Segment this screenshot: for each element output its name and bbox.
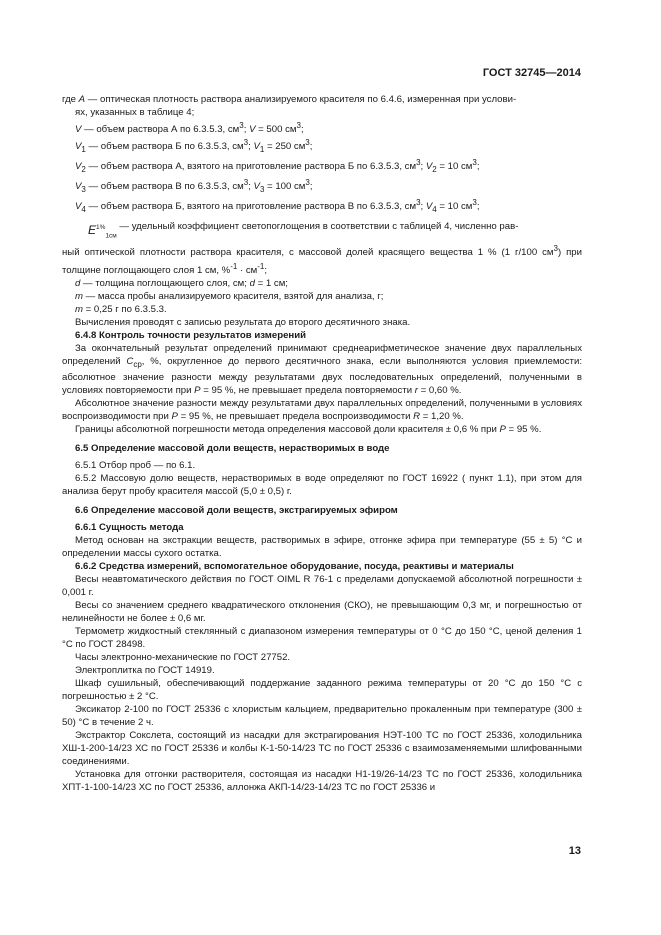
paragraph: V — объем раствора А по 6.3.5.3, $см^3$; V = 500 $см^3$; [75,121,304,136]
paragraph: ях, указанных в таблице 4; [75,107,195,118]
paragraph: Шкаф сушильный, обеспечивающий поддержание заданного режима температуры от 20 °С до 150 °С с погрешностью ± 2 °С. [62,677,582,702]
paragraph: Эксикатор 2-100 по ГОСТ 25336 с хлористым кальцием, предварительно прокаленным при температуре (300 ± 50) °С в течение 2 ч. [62,703,582,728]
paragraph: Часы электронно-механические по ГОСТ 27752. [75,651,291,663]
paragraph: где А — оптическая плотность раствора анализируемого красителя по 6.4.6, измеренная при услови- [62,94,517,105]
paragraph: 6.6 Определение массовой доли веществ, экстрагируемых эфиром [75,504,398,516]
paragraph: 6.5 Определение массовой доли веществ, нерастворимых в воде [75,442,390,454]
paragraph: 6.6.2 Средства измерений, вспомогательное оборудование, посуда, реактивы и материалы [75,560,514,572]
paragraph: Термометр жидкостный стеклянный с диапазоном измерения температуры от 0 °С до 150 °С, ценой деления 1 °С по ГОСТ 28498. [62,625,582,650]
document-header: ГОСТ 32745—2014 [482,67,581,79]
document-body [62,93,582,794]
paragraph: 6.6.1 Сущность метода [75,521,184,533]
paragraph: Установка для отгонки растворителя, состоящая из насадки Н1-19/26-14/23 ТС по ГОСТ 25336, холодильника ХПТ-1-100-14/23 ХС по ГОСТ 25336, аллонжа АКП-14/23-14/23 ТС по ГОСТ 25336 и [62,768,582,793]
paragraph: Электроплитка по ГОСТ 14919. [75,664,215,676]
paragraph: Вычисления проводят с записью результата до второго десятичного знака. [75,316,411,328]
paragraph: Границы абсолютной погрешности метода определения массовой доли красителя ± 0,6 % при Р = 95 %. [75,423,542,435]
page-number: 13 [568,845,581,857]
paragraph: 6.5.2 Массовую долю веществ, нерастворимых в воде определяют по ГОСТ 16922 ( пункт 1.1), при этом для анализа берут пробу красителя массой (5,0 ± 0,5) г. [62,472,582,497]
paragraph: За окончательный результат определений принимают среднеарифметическое значение двух параллельных определений $С_{ср}$, %, округленное до первого десятичного знака, если выполняются условия приемлемости: абсолютное значение разности между результатами двух последовательных определений, полученными в условиях повторяемости при Р = 95 %, не превышает предела повторяемости r = 0,60 %. [62,342,582,396]
paragraph: ный оптической плотности раствора красителя, с массовой долей красящего вещества 1 % (1 г/100 $см^3$) при толщине поглощающего слоя 1 см, $\%^{-1} \cdot см^{-1}$; [62,244,583,276]
paragraph: m = 0,25 г по 6.3.5.3. [75,303,167,315]
paragraph: $E^{1\%}_{1см}$ — удельный коэффициент светопоглощения в соответствии с таблицей 4, численно рав- [88,220,519,239]
paragraph: 6.5.1 Отбор проб — по 6.1. [75,459,196,471]
paragraph: $V_3$ — объем раствора В по 6.3.5.3, $см^3$; $V_3 = 100$ $см^3$; [75,178,313,195]
paragraph: Экстрактор Сокслета, состоящий из насадки для экстрагирования НЭТ-100 ТС по ГОСТ 25336, холодильника ХШ-1-200-14/23 ХС по ГОСТ 25336 и колбы К-1-50-14/23 ТС по ГОСТ 25336 с взаимозаменяемыми шлифованными соединениями. [62,729,582,767]
paragraph: $V_2$ — объем раствора А, взятого на приготовление раствора Б по 6.3.5.3, $см^3$; $V_2 = 10$ $см^3$; [75,158,480,175]
paragraph: m — масса пробы анализируемого красителя, взятой для анализа, г; [75,290,384,302]
paragraph: Метод основан на экстракции веществ, растворимых в эфире, отгонке эфира при температуре (55 ± 5) °С и определении массы сухого остатка. [62,534,582,559]
paragraph: Абсолютное значение разности между результатами двух параллельных определений, полученными в условиях воспроизводимости при Р = 95 %, не превышает предела воспроизводимости R = 1,20 %. [62,397,582,422]
paragraph: Весы неавтоматического действия по ГОСТ OIML R 76-1 с пределами допускаемой абсолютной погрешности ± 0,001 г. [62,573,582,598]
paragraph: $V_4$ — объем раствора Б, взятого на приготовление раствора В по 6.3.5.3, $см^3$; $V_4 = 10$ $см^3$; [75,198,480,215]
paragraph: Весы со значением среднего квадратического отклонения (СКО), не превышающим 0,3 мг, и погрешностью от нелинейности не более ± 0,6 мг. [62,599,582,624]
paragraph: d — толщина поглощающего слоя, см; d = 1 см; [75,277,288,289]
paragraph: $V_1$ — объем раствора Б по 6.3.5.3, $см^3$; $V_1 = 250$ $см^3$; [75,138,313,155]
paragraph: 6.4.8 Контроль точности результатов измерений [75,329,306,341]
